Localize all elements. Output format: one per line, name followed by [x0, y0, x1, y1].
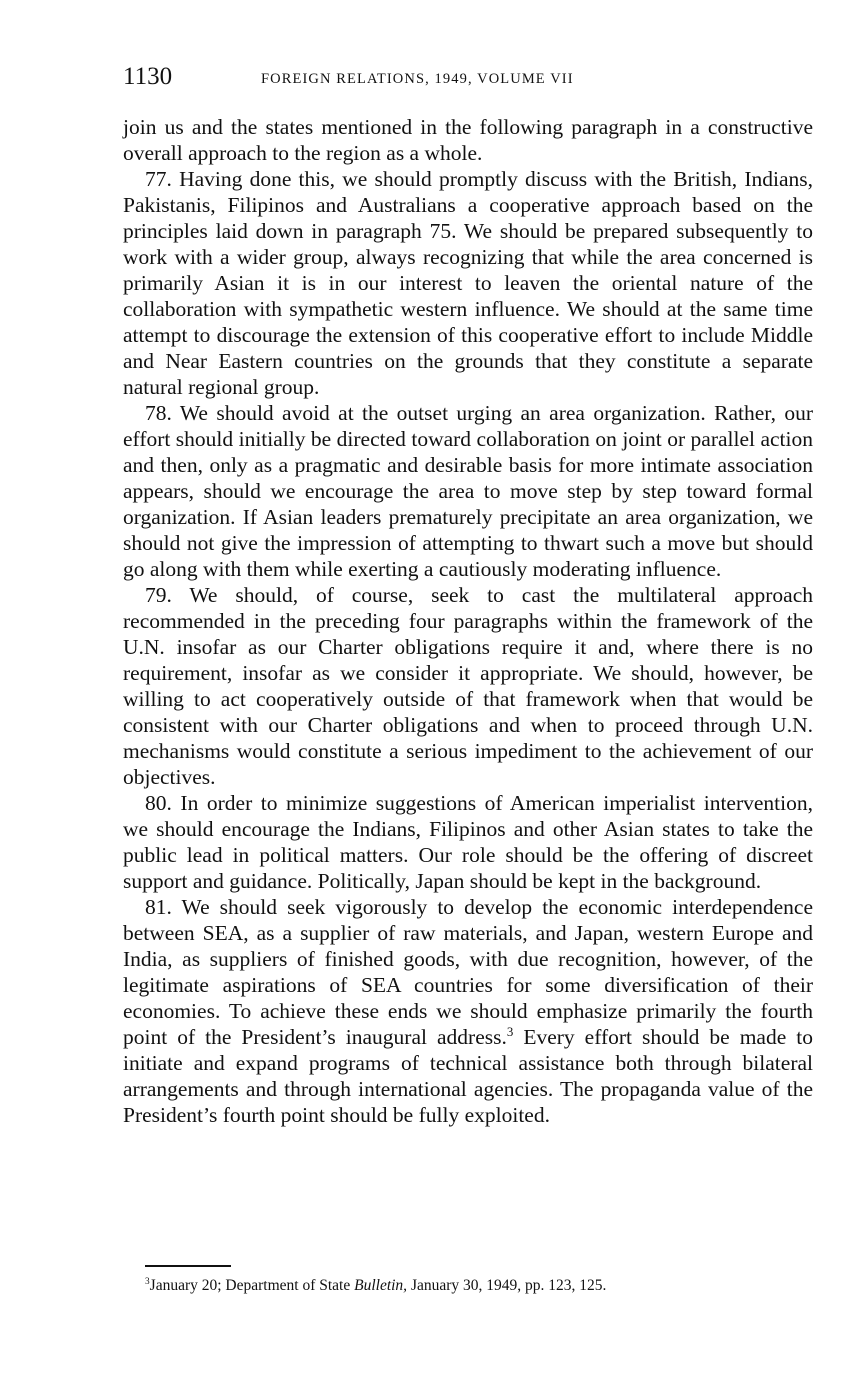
body-text — [123, 114, 813, 1128]
paragraph-81-text: 81. We should seek vigorously to develop the economic interdependence between SEA, as a supplier of raw materials, and Japan, western Europe and India, as suppliers of finished goods, with due recognition, however, of the legitimate aspirations of SEA countries for some diversification of their economies. To achieve these ends we should emphasize primarily the fourth point of the President’s inaugural address. — [123, 895, 813, 1049]
paragraph-81-text-continued: Every effort should be made to initiate and expand programs of technical assistance both through bilateral arrangements and through international agencies. The propaganda value of the President’s fourth point should be fully exploited. — [123, 1025, 814, 1127]
footnote-citation: January 30, 1949, pp. 123, 125. — [407, 1277, 607, 1294]
paragraph-80: 80. In order to minimize suggestions of American imperialist intervention, we should encourage the Indians, Filipinos and other Asian states to take the public lead in political matters. Our role should be the offering of discreet support and guidance. Politically, Japan should be kept in the background. — [123, 791, 813, 893]
page-number: 1130 — [123, 63, 173, 90]
footnote-publication: Bulletin, — [354, 1277, 408, 1294]
paragraph-79: 79. We should, of course, seek to cast the multilateral approach recommended in the preceding four paragraphs within the framework of the U.N. insofar as our Charter obligations require it and, where there is no requirement, insofar as we consider it appropriate. We should, however, be willing to act cooperatively outside of that framework when that would be consistent with our Charter obligations and when to proceed through U.N. mechanisms would constitute a serious impediment to the achievement of our objectives. — [123, 583, 813, 789]
footnote-text: January 20; Department of State — [149, 1277, 355, 1294]
page-header — [123, 60, 813, 100]
running-head: FOREIGN RELATIONS, 1949, VOLUME VII — [261, 71, 574, 87]
footnote — [145, 1276, 825, 1296]
paragraph-78: 78. We should avoid at the outset urging an area organization. Rather, our effort should initially be directed toward collaboration on joint or parallel action and then, only as a pragmatic and desirable basis for more intimate association appears, should we encourage the area to move step by step toward formal organization. If Asian leaders prematurely precipitate an area organization, we should not give the impression of attempting to thwart such a move but should go along with them while exerting a cautiously moderating influence. — [123, 401, 813, 581]
paragraph-77: 77. Having done this, we should promptly discuss with the British, Indians, Pakistanis, Filipinos and Australians a cooperative approach based on the principles laid down in paragraph 75. We should be prepared subsequently to work with a wider group, always recognizing that while the area concerned is primarily Asian it is in our interest to leaven the oriental nature of the collaboration with sympathetic western influence. We should at the same time attempt to discourage the extension of this cooperative effort to include Middle and Near Eastern countries on the grounds that they constitute a separate natural regional group. — [123, 167, 813, 399]
continuation-paragraph: join us and the states mentioned in the following paragraph in a constructive overall approach to the region as a whole. — [123, 115, 813, 165]
footnote-reference[interactable]: 3 — [506, 1024, 514, 1039]
paragraph-81 — [123, 894, 813, 1128]
footnote-divider — [145, 1265, 231, 1267]
footnote-marker: 3 — [145, 1276, 150, 1287]
